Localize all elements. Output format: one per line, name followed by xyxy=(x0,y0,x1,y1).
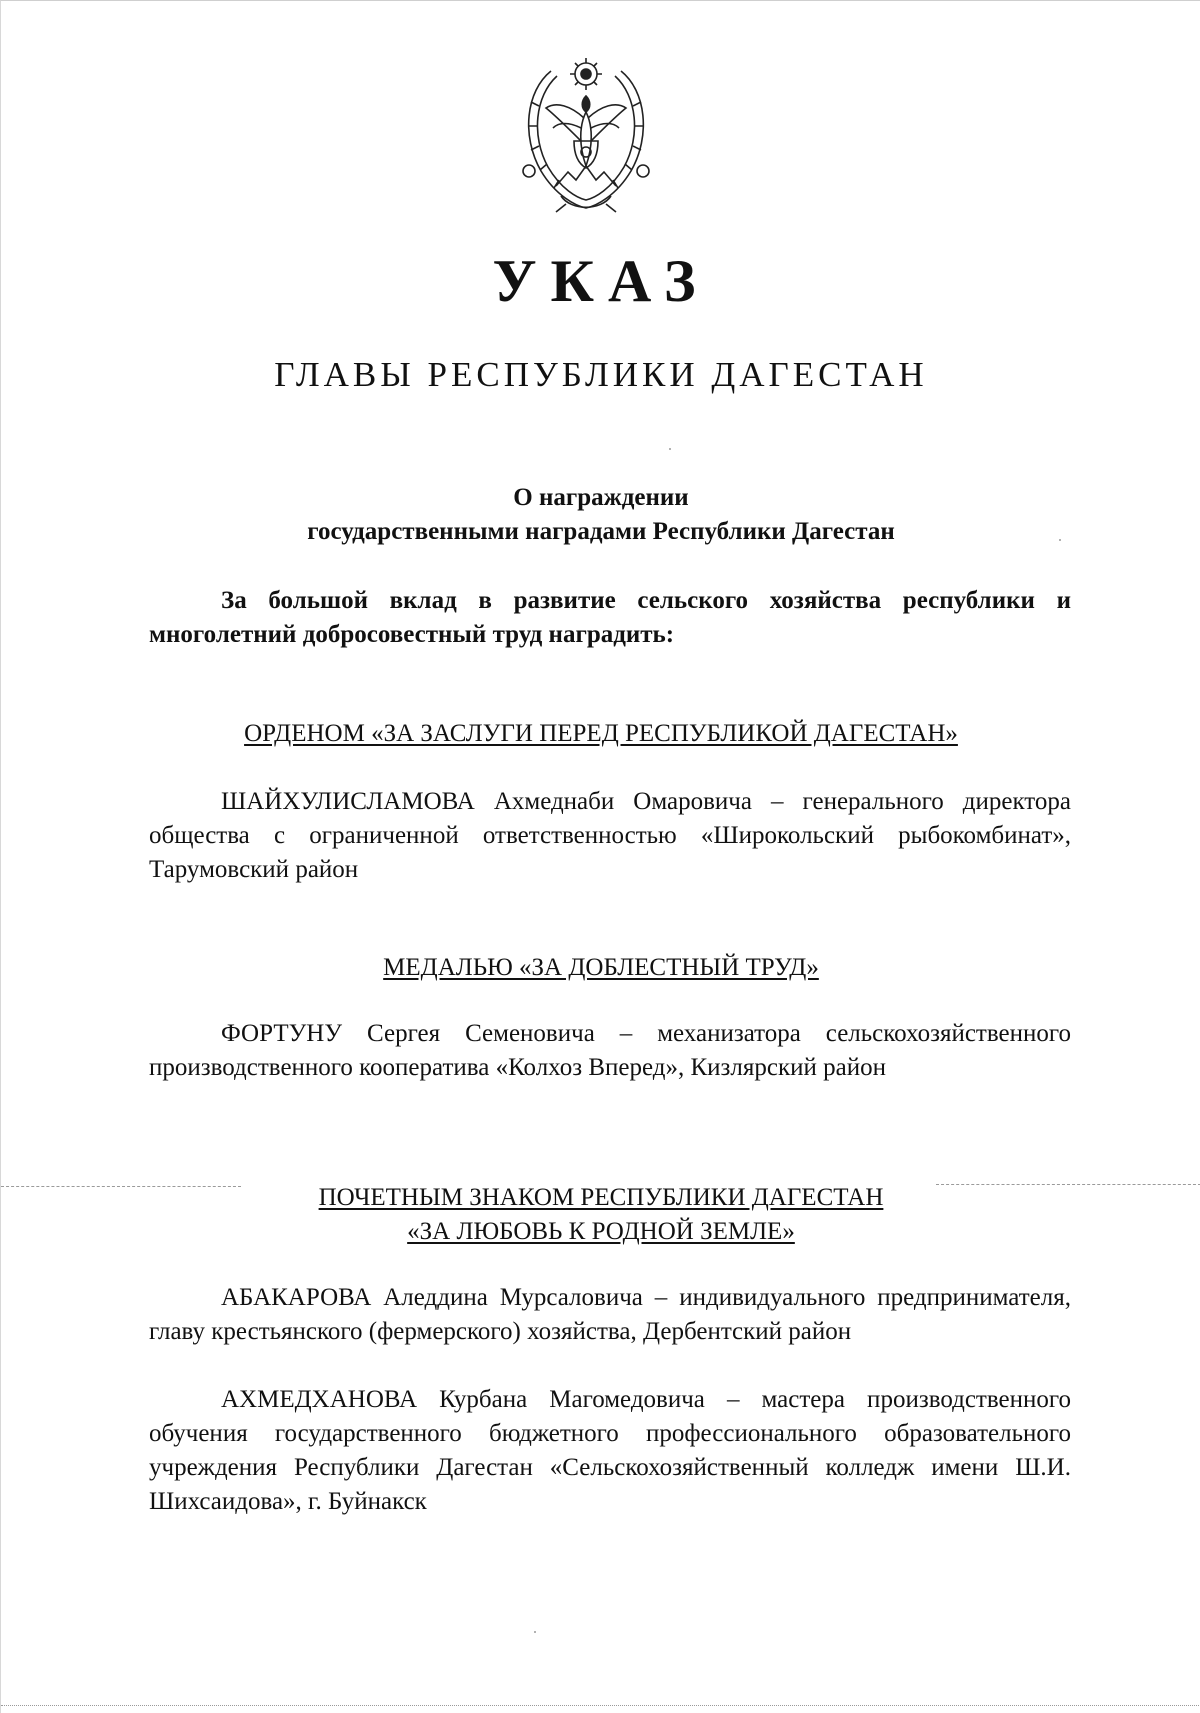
scan-speck xyxy=(669,448,671,450)
preamble-paragraph: За большой вклад в развитие сельского хозяйства республики и многолетний добросовестный труд наградить: xyxy=(149,587,1071,648)
award-heading-badge xyxy=(1,1181,1200,1249)
award-heading-medal xyxy=(1,951,1200,985)
award-heading-badge-line-2: «ЗА ЛЮБОВЬ К РОДНОЙ ЗЕМЛЕ» xyxy=(407,1218,795,1245)
document-title: УКАЗ xyxy=(492,248,710,314)
coat-of-arms-emblem xyxy=(511,46,661,216)
subject-line-1: О награждении xyxy=(513,484,689,511)
award-heading-badge-line-1: ПОЧЕТНЫМ ЗНАКОМ РЕСПУБЛИКИ ДАГЕСТАН xyxy=(318,1184,884,1211)
award-heading-order xyxy=(1,717,1200,751)
award-entry: АХМЕДХАНОВА Курбана Магомедовича – мастера производственного обучения государственного бюджетного профессионального образовательного учреждения Республики Дагестан «Сельскохозяйственный колледж имени Ш.И. Шихсаидова», г. Буйнакск xyxy=(149,1386,1071,1515)
scan-speck xyxy=(1059,539,1061,541)
award-entry: ШАЙХУЛИСЛАМОВА Ахмеднаби Омаровича – генерального директора общества с ограниченной ответственностью «Широкольский рыбокомбинат», Тарумовский район xyxy=(149,788,1071,883)
subject-line-2: государственными наградами Республики Дагестан xyxy=(307,518,895,545)
document-subtitle: ГЛАВЫ РЕСПУБЛИКИ ДАГЕСТАН xyxy=(274,355,928,394)
award-heading-medal-text: МЕДАЛЬЮ «ЗА ДОБЛЕСТНЫЙ ТРУД» xyxy=(383,954,819,981)
scan-artifact-bottom-line xyxy=(1,1705,1200,1706)
document-subject xyxy=(1,481,1200,549)
award-heading-order-text: ОРДЕНОМ «ЗА ЗАСЛУГИ ПЕРЕД РЕСПУБЛИКОЙ ДАГЕСТАН» xyxy=(244,720,958,747)
scan-speck xyxy=(534,1631,536,1633)
award-entry: ФОРТУНУ Сергея Семеновича – механизатора сельскохозяйственного производственного кооператива «Колхоз Вперед», Кизлярский район xyxy=(149,1020,1071,1081)
award-entry: АБАКАРОВА Аледдина Мурсаловича – индивидуального предпринимателя, главу крестьянского (фермерского) хозяйства, Дербентский район xyxy=(149,1284,1071,1345)
